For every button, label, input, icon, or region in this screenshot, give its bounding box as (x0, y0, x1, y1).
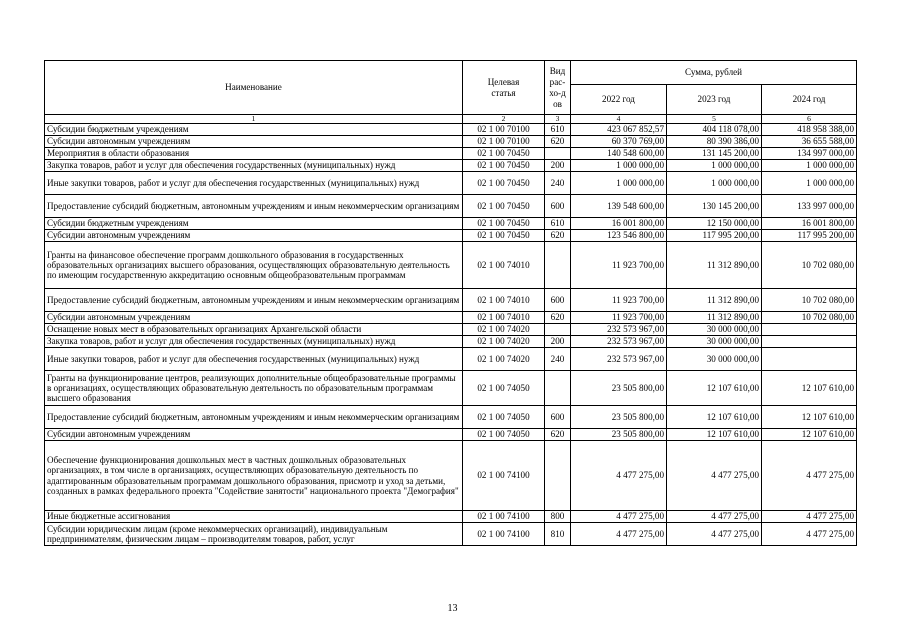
row-amount-2022: 4 477 275,00 (571, 523, 667, 546)
row-amount-2024 (762, 348, 857, 371)
row-target-article: 02 1 00 70450 (463, 195, 545, 218)
row-name: Предоставление субсидий бюджетным, автономным учреждениям и иным некоммерческим организациям (45, 195, 463, 218)
row-target-article: 02 1 00 74020 (463, 348, 545, 371)
row-name: Оснащение новых мест в образовательных организациях Архангельской области (45, 324, 463, 336)
row-amount-2022: 11 923 700,00 (571, 289, 667, 312)
row-amount-2023: 117 995 200,00 (667, 230, 762, 242)
header-sum: Сумма, рублей (571, 61, 857, 85)
row-amount-2023: 1 000 000,00 (667, 160, 762, 172)
row-target-article: 02 1 00 74020 (463, 324, 545, 336)
table-row (45, 289, 857, 312)
row-amount-2023: 80 390 386,00 (667, 136, 762, 148)
table-row (45, 160, 857, 172)
row-amount-2022: 140 548 600,00 (571, 148, 667, 160)
row-target-article: 02 1 00 74100 (463, 511, 545, 523)
row-amount-2022: 1 000 000,00 (571, 160, 667, 172)
row-expense-type: 620 (545, 136, 571, 148)
row-amount-2024: 10 702 080,00 (762, 312, 857, 324)
row-target-article: 02 1 00 70450 (463, 218, 545, 230)
row-name: Предоставление субсидий бюджетным, автономным учреждениям и иным некоммерческим организациям (45, 289, 463, 312)
table-row (45, 429, 857, 441)
row-amount-2022: 232 573 967,00 (571, 336, 667, 348)
row-amount-2024: 1 000 000,00 (762, 160, 857, 172)
row-amount-2024 (762, 336, 857, 348)
row-amount-2022: 23 505 800,00 (571, 371, 667, 406)
row-name: Субсидии автономным учреждениям (45, 429, 463, 441)
header-year-2024: 2024 год (762, 85, 857, 115)
row-expense-type: 240 (545, 348, 571, 371)
row-name: Субсидии бюджетным учреждениям (45, 124, 463, 136)
table-row (45, 230, 857, 242)
row-amount-2024: 1 000 000,00 (762, 172, 857, 195)
row-name: Субсидии бюджетным учреждениям (45, 218, 463, 230)
row-amount-2023: 11 312 890,00 (667, 289, 762, 312)
header-target-article (463, 61, 545, 115)
row-name: Иные закупки товаров, работ и услуг для обеспечения государственных (муниципальных) нужд (45, 172, 463, 195)
row-target-article: 02 1 00 74020 (463, 336, 545, 348)
row-amount-2024: 4 477 275,00 (762, 511, 857, 523)
row-amount-2024: 418 958 388,00 (762, 124, 857, 136)
row-target-article: 02 1 00 74010 (463, 289, 545, 312)
row-target-article: 02 1 00 74100 (463, 523, 545, 546)
budget-table (44, 60, 857, 546)
row-target-article: 02 1 00 70450 (463, 172, 545, 195)
row-expense-type (545, 242, 571, 289)
row-amount-2024: 10 702 080,00 (762, 289, 857, 312)
row-target-article: 02 1 00 74100 (463, 441, 545, 511)
row-amount-2023: 11 312 890,00 (667, 242, 762, 289)
table-row (45, 336, 857, 348)
row-target-article: 02 1 00 70100 (463, 124, 545, 136)
table-row (45, 312, 857, 324)
column-number: 2 (463, 115, 545, 124)
row-amount-2022: 123 546 800,00 (571, 230, 667, 242)
row-amount-2022: 232 573 967,00 (571, 324, 667, 336)
page-number: 13 (447, 603, 458, 614)
row-name: Субсидии юридическим лицам (кроме некоммерческих организаций), индивидуальным предпринимателям, физическим лицам – производителям товаров, работ, услуг (45, 523, 463, 546)
row-amount-2023: 4 477 275,00 (667, 511, 762, 523)
row-expense-type: 610 (545, 218, 571, 230)
row-amount-2023: 4 477 275,00 (667, 441, 762, 511)
row-amount-2023: 12 107 610,00 (667, 429, 762, 441)
row-amount-2023: 30 000 000,00 (667, 324, 762, 336)
table-row (45, 523, 857, 546)
row-amount-2022: 16 001 800,00 (571, 218, 667, 230)
row-name: Закупка товаров, работ и услуг для обеспечения государственных (муниципальных) нужд (45, 336, 463, 348)
row-expense-type: 620 (545, 429, 571, 441)
table-row (45, 371, 857, 406)
table-row (45, 406, 857, 429)
column-number: 4 (571, 115, 667, 124)
row-expense-type: 810 (545, 523, 571, 546)
table-row (45, 136, 857, 148)
row-amount-2024: 36 655 588,00 (762, 136, 857, 148)
table-row (45, 172, 857, 195)
row-amount-2022: 23 505 800,00 (571, 406, 667, 429)
column-number: 6 (762, 115, 857, 124)
row-amount-2022: 139 548 600,00 (571, 195, 667, 218)
header-expense-type (545, 61, 571, 115)
row-expense-type (545, 371, 571, 406)
row-amount-2022: 4 477 275,00 (571, 511, 667, 523)
row-amount-2024: 133 997 000,00 (762, 195, 857, 218)
table-row (45, 511, 857, 523)
row-target-article: 02 1 00 74050 (463, 371, 545, 406)
table-row (45, 441, 857, 511)
column-number: 5 (667, 115, 762, 124)
row-name: Обеспечение функционирования дошкольных мест в частных дошкольных образовательных организациях, в том числе в организациях, осуществляющих образовательную деятельность по адаптированным образовательным программам дошкольного образования, присмотр и уход за детьми, созданных в рамках федерального проекта "Содействие занятости" национального проекта "Демография" (45, 441, 463, 511)
row-amount-2024: 134 997 000,00 (762, 148, 857, 160)
row-amount-2024: 12 107 610,00 (762, 371, 857, 406)
row-amount-2023: 30 000 000,00 (667, 348, 762, 371)
row-amount-2024 (762, 324, 857, 336)
table-row (45, 195, 857, 218)
row-amount-2023: 12 107 610,00 (667, 371, 762, 406)
row-expense-type: 200 (545, 160, 571, 172)
row-expense-type: 600 (545, 406, 571, 429)
header-vid-text: Вид рас-хо-дов (549, 65, 566, 109)
row-expense-type (545, 148, 571, 160)
row-amount-2024: 12 107 610,00 (762, 429, 857, 441)
header-name: Наименование (45, 61, 463, 115)
row-amount-2022: 23 505 800,00 (571, 429, 667, 441)
row-amount-2023: 12 150 000,00 (667, 218, 762, 230)
column-number: 1 (45, 115, 463, 124)
header-year-2022: 2022 год (571, 85, 667, 115)
row-target-article: 02 1 00 74050 (463, 429, 545, 441)
row-amount-2022: 11 923 700,00 (571, 242, 667, 289)
row-name: Мероприятия в области образования (45, 148, 463, 160)
row-expense-type: 620 (545, 230, 571, 242)
row-amount-2024: 4 477 275,00 (762, 523, 857, 546)
row-target-article: 02 1 00 70450 (463, 148, 545, 160)
row-amount-2024: 4 477 275,00 (762, 441, 857, 511)
row-amount-2022: 232 573 967,00 (571, 348, 667, 371)
row-name: Субсидии автономным учреждениям (45, 230, 463, 242)
row-name: Иные закупки товаров, работ и услуг для обеспечения государственных (муниципальных) нужд (45, 348, 463, 371)
row-amount-2023: 130 145 200,00 (667, 195, 762, 218)
table-row (45, 124, 857, 136)
row-target-article: 02 1 00 74010 (463, 312, 545, 324)
row-expense-type: 200 (545, 336, 571, 348)
table-row (45, 218, 857, 230)
row-amount-2024: 16 001 800,00 (762, 218, 857, 230)
row-name: Предоставление субсидий бюджетным, автономным учреждениям и иным некоммерческим организациям (45, 406, 463, 429)
row-amount-2022: 423 067 852,57 (571, 124, 667, 136)
row-amount-2023: 1 000 000,00 (667, 172, 762, 195)
row-expense-type: 620 (545, 312, 571, 324)
row-amount-2023: 12 107 610,00 (667, 406, 762, 429)
row-name: Субсидии автономным учреждениям (45, 312, 463, 324)
table-row (45, 324, 857, 336)
row-target-article: 02 1 00 70100 (463, 136, 545, 148)
row-expense-type: 600 (545, 195, 571, 218)
row-name: Гранты на финансовое обеспечение программ дошкольного образования в государственных образовательных организациях высшего образования, осуществляющих образовательную деятельность по имеющим государственную аккредитацию основным общеобразовательным программам (45, 242, 463, 289)
row-amount-2022: 11 923 700,00 (571, 312, 667, 324)
table-row (45, 242, 857, 289)
row-name: Гранты на функционирование центров, реализующих дополнительные общеобразовательные программы в организациях, осуществляющих образовательную деятельность по образовательным программам высшего образования (45, 371, 463, 406)
row-target-article: 02 1 00 74050 (463, 406, 545, 429)
row-expense-type: 800 (545, 511, 571, 523)
row-target-article: 02 1 00 70450 (463, 230, 545, 242)
column-number: 3 (545, 115, 571, 124)
row-name: Иные бюджетные ассигнования (45, 511, 463, 523)
table-row (45, 348, 857, 371)
row-amount-2023: 11 312 890,00 (667, 312, 762, 324)
row-amount-2023: 30 000 000,00 (667, 336, 762, 348)
header-target-text: Целевая статья (487, 76, 520, 98)
row-amount-2024: 117 995 200,00 (762, 230, 857, 242)
row-expense-type: 240 (545, 172, 571, 195)
row-expense-type (545, 324, 571, 336)
row-amount-2023: 4 477 275,00 (667, 523, 762, 546)
row-amount-2024: 12 107 610,00 (762, 406, 857, 429)
row-expense-type: 610 (545, 124, 571, 136)
column-number-row (45, 115, 857, 124)
row-amount-2022: 1 000 000,00 (571, 172, 667, 195)
row-expense-type (545, 441, 571, 511)
row-name: Субсидии автономным учреждениям (45, 136, 463, 148)
row-amount-2022: 60 370 769,00 (571, 136, 667, 148)
table-body (45, 124, 857, 546)
row-expense-type: 600 (545, 289, 571, 312)
row-amount-2023: 404 118 078,00 (667, 124, 762, 136)
header-year-2023: 2023 год (667, 85, 762, 115)
row-target-article: 02 1 00 70450 (463, 160, 545, 172)
row-amount-2023: 131 145 200,00 (667, 148, 762, 160)
row-amount-2024: 10 702 080,00 (762, 242, 857, 289)
row-target-article: 02 1 00 74010 (463, 242, 545, 289)
row-amount-2022: 4 477 275,00 (571, 441, 667, 511)
table-row (45, 148, 857, 160)
row-name: Закупка товаров, работ и услуг для обеспечения государственных (муниципальных) нужд (45, 160, 463, 172)
